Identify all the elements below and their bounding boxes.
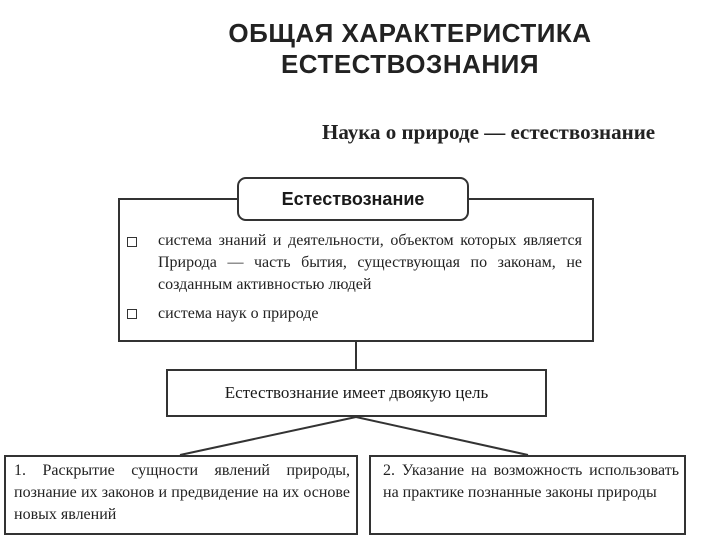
goal-1-text: 1. Раскрытие сущности явлений природы, познание их законов и предвидение на их основе новых явлений [14, 462, 350, 523]
checkbox-bullet-icon [127, 309, 137, 319]
definition-item-1: система знаний и деятельности, объектом которых является Природа — часть бытия, существующая по законам, не созданным активностью людей [158, 232, 582, 293]
goal-box: Естествознание имеет двоякую цель [166, 369, 547, 417]
page-title-line-2: ЕСТЕСТВОЗНАНИЯ [280, 49, 540, 79]
definition-header: Естествознание [237, 177, 469, 221]
connector-goal-to-right [356, 417, 528, 455]
page-subtitle: Наука о природе — естествознание [322, 120, 656, 144]
definition-item-2: система наук о природе [158, 305, 319, 322]
connector-goal-to-left [180, 417, 356, 455]
page-title-line-1: ОБЩАЯ ХАРАКТЕРИСТИКА [228, 18, 592, 48]
checkbox-bullet-icon [127, 237, 137, 247]
page-title [0, 18, 720, 80]
goal-2-text: 2. Указание на возможность использовать на практике познанные законы природы [383, 462, 679, 501]
